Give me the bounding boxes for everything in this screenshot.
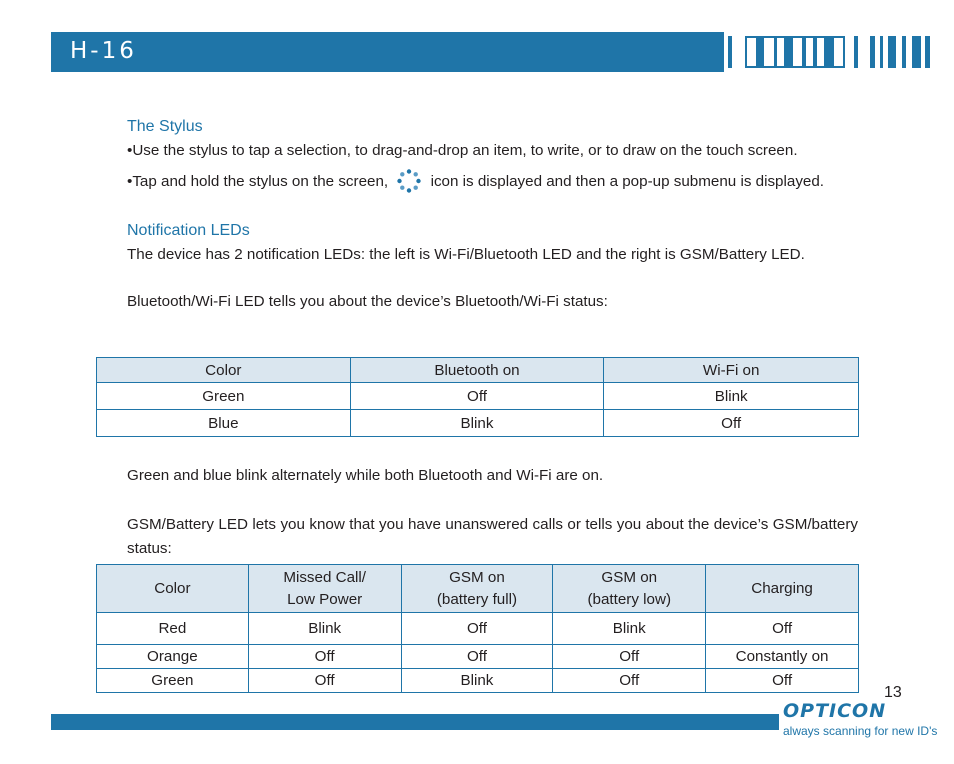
stylus-bullet-1: •Use the stylus to tap a selection, to drag-and-drop an item, to write, or to draw on the touch screen. (127, 142, 798, 159)
page-title: H-16 (70, 38, 137, 64)
barcode-bar (925, 36, 930, 68)
leds-intro: The device has 2 notification LEDs: the left is Wi-Fi/Bluetooth LED and the right is GSM/Battery LED. (127, 246, 805, 263)
opticon-logo: OPTICON (783, 700, 887, 722)
header-line: GSM on (449, 568, 505, 586)
table-cell: Blink (553, 613, 706, 645)
table-header-cell (706, 565, 859, 613)
table-cell: Orange (97, 645, 249, 669)
barcode-bar (912, 36, 921, 68)
table-row (97, 383, 859, 410)
leds-heading: Notification LEDs (127, 222, 250, 239)
stylus-bullet-2-text-before: •Tap and hold the stylus on the screen, (127, 173, 393, 190)
table-header-cell (401, 565, 553, 613)
bt-note: Green and blue blink alternately while both Bluetooth and Wi-Fi are on. (127, 467, 604, 484)
barcode-bar (888, 36, 896, 68)
gsm-battery-led-table (96, 564, 859, 693)
barcode-bar (728, 36, 732, 68)
barcode-bar (756, 36, 764, 68)
barcode-bar (854, 36, 858, 68)
logo-tagline: always scanning for new ID's (783, 724, 938, 738)
barcode-bar (813, 36, 817, 68)
barcode-bar (774, 36, 777, 68)
header-line: Color (154, 579, 191, 597)
table-cell: Green (97, 669, 249, 693)
header-line: (battery low) (587, 590, 672, 608)
barcode-decoration (724, 32, 936, 72)
table-header-cell (248, 565, 401, 613)
table-cell: Off (553, 669, 706, 693)
bt-intro: Bluetooth/Wi-Fi LED tells you about the device’s Bluetooth/Wi-Fi status: (127, 293, 608, 310)
table-cell: Blink (248, 613, 401, 645)
table-cell: Blink (401, 669, 553, 693)
table-cell: Green (97, 383, 351, 410)
table-header-cell (97, 565, 249, 613)
table-cell: Off (604, 410, 859, 437)
table-cell: Off (706, 613, 859, 645)
barcode-bar (784, 36, 793, 68)
barcode-bar (802, 36, 806, 68)
table-header-cell: Bluetooth on (350, 358, 604, 383)
table-cell: Red (97, 613, 249, 645)
table-row (97, 645, 859, 669)
table-row (97, 613, 859, 645)
header-line: Low Power (287, 590, 363, 608)
page-number: 13 (884, 684, 902, 701)
table-cell: Constantly on (706, 645, 859, 669)
bt-wifi-led-table (96, 357, 859, 437)
spacer (127, 194, 858, 220)
header-line: Charging (751, 579, 813, 597)
header-line: (battery full) (436, 590, 518, 608)
table-cell: Blink (350, 410, 604, 437)
barcode-bar (870, 36, 875, 68)
gsm-intro: GSM/Battery LED lets you know that you have unanswered calls or tells you about the device’s GSM/battery status: (127, 516, 858, 557)
table-header-cell: Wi-Fi on (604, 358, 859, 383)
table-row (97, 669, 859, 693)
barcode-bar (902, 36, 906, 68)
table-header-row (97, 565, 859, 613)
header-line: GSM on (601, 568, 658, 586)
table-cell: Off (553, 645, 706, 669)
header-line: Missed Call/ (283, 568, 367, 586)
table-cell: Off (401, 613, 553, 645)
table-cell: Blink (604, 383, 859, 410)
table-cell: Off (248, 669, 401, 693)
table-cell: Blue (97, 410, 351, 437)
table-header-cell: Color (97, 358, 351, 383)
main-content (127, 116, 858, 313)
loading-dots-icon (396, 168, 422, 194)
stylus-bullet-2-text-after: icon is displayed and then a pop-up submenu is displayed. (426, 173, 825, 190)
table-cell: Off (248, 645, 401, 669)
spacer (127, 266, 858, 289)
stylus-bullet-2 (127, 168, 858, 194)
table-cell: Off (401, 645, 553, 669)
table-header-row (97, 358, 859, 383)
barcode-bar (880, 36, 883, 68)
barcode-bar (824, 36, 834, 68)
table-row (97, 410, 859, 437)
stylus-heading: The Stylus (127, 118, 203, 135)
table-header-cell (553, 565, 706, 613)
footer-bar (51, 714, 779, 730)
table-cell: Off (350, 383, 604, 410)
table-cell: Off (706, 669, 859, 693)
